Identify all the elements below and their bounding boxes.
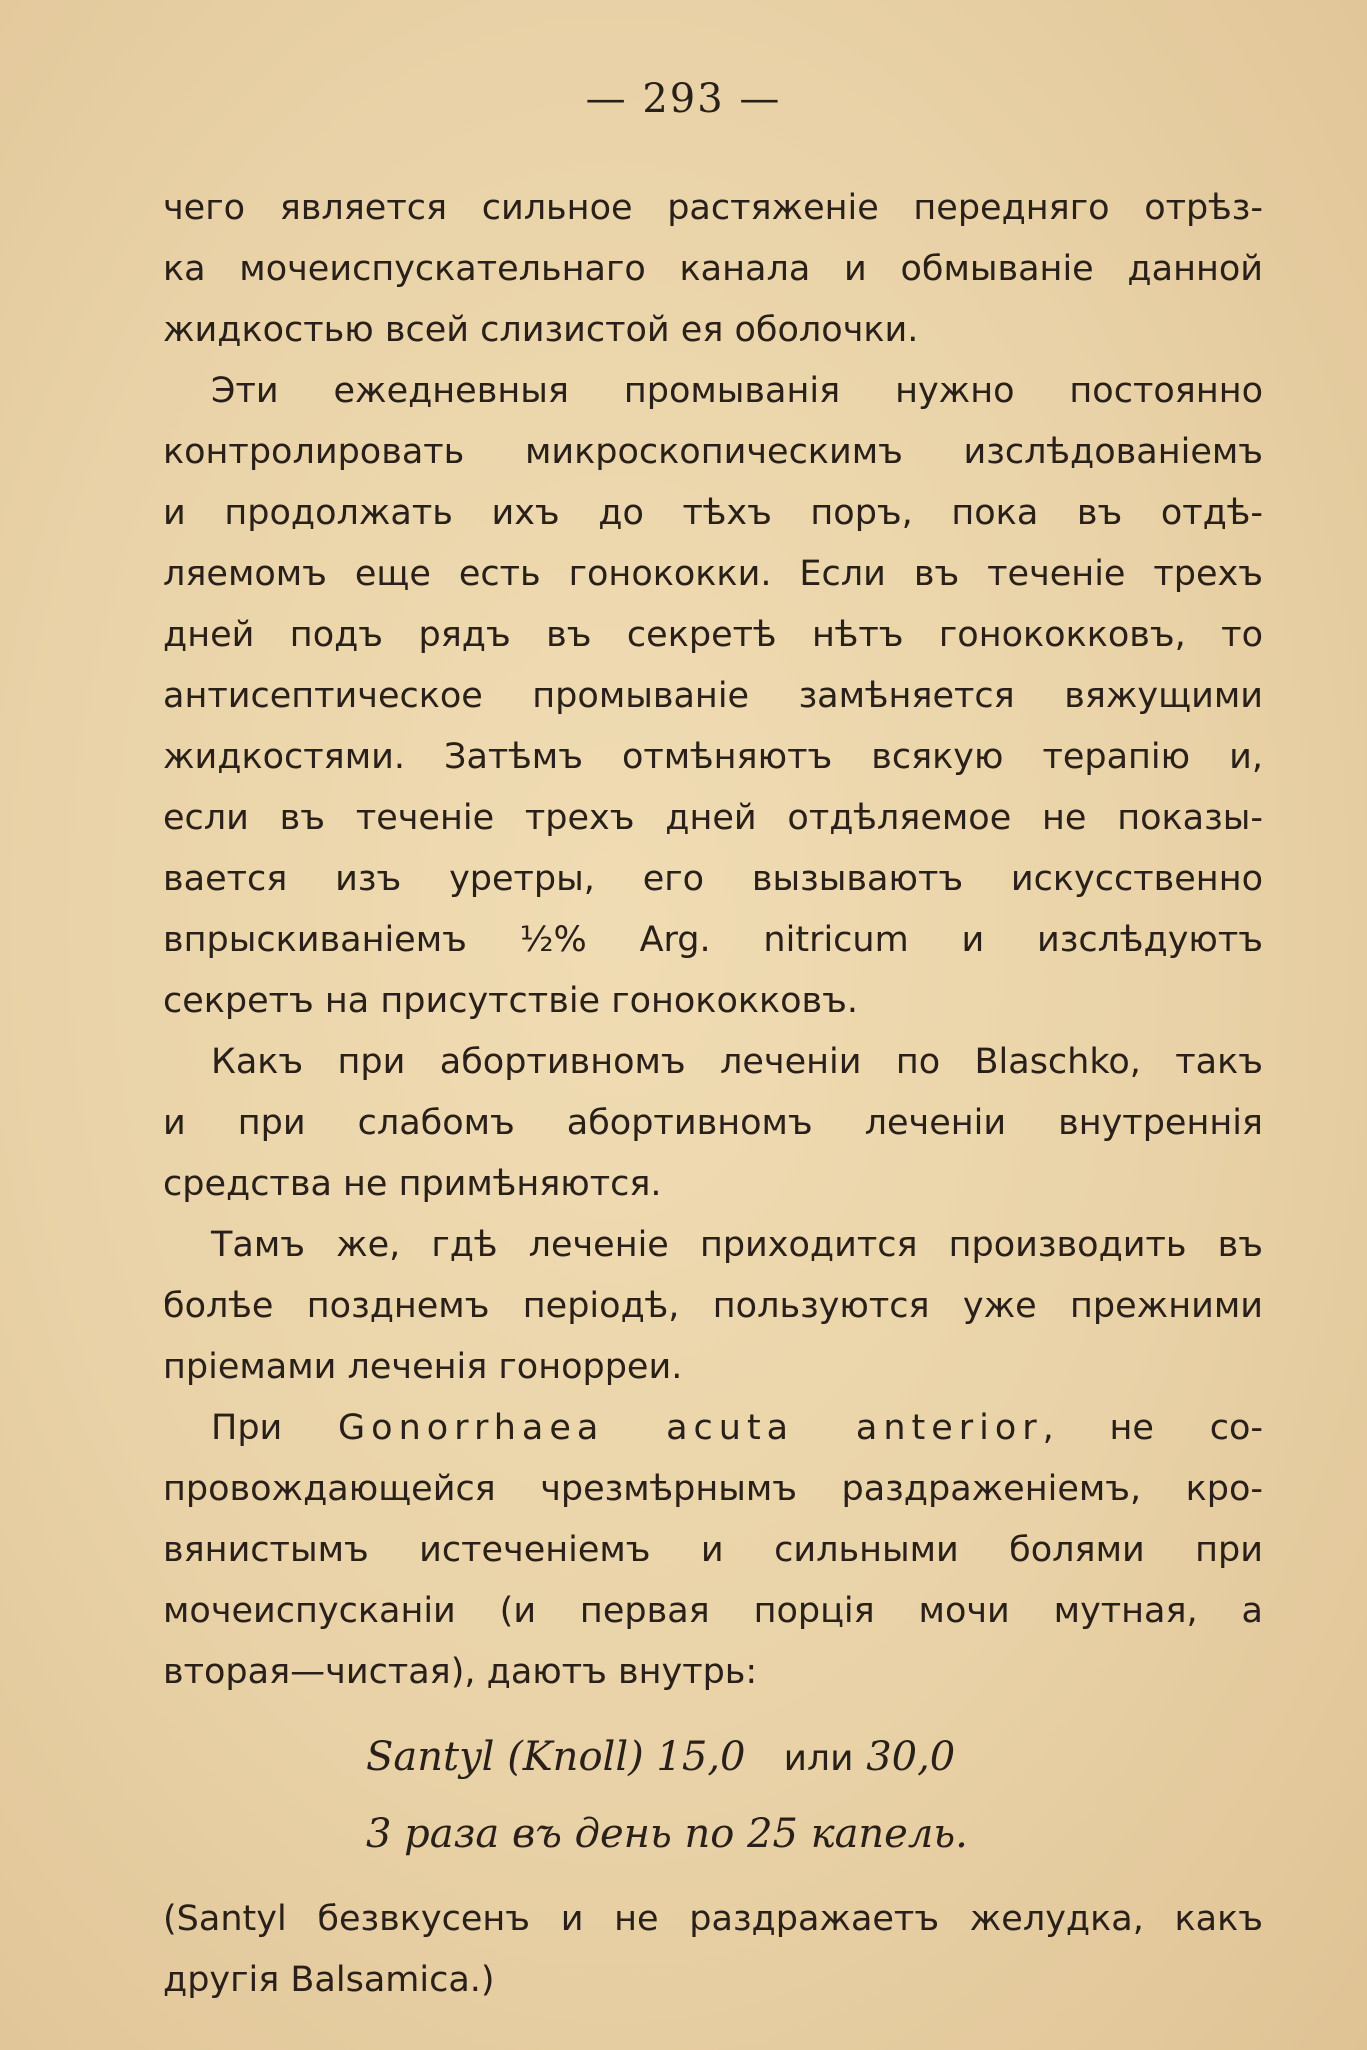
text-line: вторая—чистая), даютъ внутрь: <box>163 1652 758 1692</box>
text-line: и при слабомъ абортивномъ леченіи внутреннія <box>163 1103 1263 1143</box>
prescription-drug: Santyl (Knoll) 15,0 <box>366 1734 746 1780</box>
text-line: антисептическое промываніе замѣняется вяжущими <box>163 676 1263 716</box>
latin-term: Gonorrhaea acuta anterior <box>338 1408 1043 1448</box>
text-line: дней подъ рядъ въ секретѣ нѣтъ гонококковъ, то <box>163 615 1263 655</box>
spacer <box>163 1873 1263 1889</box>
text-line: чего является сильное растяженіе передняго отрѣз- <box>163 188 1263 228</box>
text-line: контролировать микроскопическимъ изслѣдованіемъ <box>163 432 1263 472</box>
paragraph-4 <box>163 1215 1263 1398</box>
prescription <box>163 1719 1263 1873</box>
page-number: — 293 — <box>585 76 782 122</box>
text-fragment: , не со- <box>1042 1408 1263 1448</box>
text-fragment: При <box>211 1408 283 1448</box>
text-line: если въ теченіе трехъ дней отдѣляемое не показы- <box>163 798 1263 838</box>
text-line: ляемомъ еще есть гонококки. Если въ теченіе трехъ <box>163 554 1263 594</box>
text-line: болѣе позднемъ періодѣ, пользуются уже прежними <box>163 1286 1263 1326</box>
text-line: мочеиспусканіи (и первая порція мочи мутная, а <box>163 1591 1263 1631</box>
text-line: вянистымъ истеченіемъ и сильными болями при <box>163 1530 1263 1570</box>
text-line: жидкостями. Затѣмъ отмѣняютъ всякую терапію и, <box>163 737 1263 777</box>
text-line: жидкостью всей слизистой ея оболочки. <box>163 310 919 350</box>
prescription-alt-amount: 30,0 <box>866 1734 956 1780</box>
text-line: Эти ежедневныя промыванія нужно постоянно <box>211 371 1263 411</box>
text-line: Какъ при абортивномъ леченіи по Blaschko, такъ <box>211 1042 1263 1082</box>
spacer <box>163 1703 1263 1719</box>
text-line: впрыскиваніемъ ½% Arg. nitricum и изслѣдуютъ <box>163 920 1263 960</box>
text-line <box>163 1398 1263 1459</box>
paragraph-3 <box>163 1032 1263 1215</box>
text-line: Тамъ же, гдѣ леченіе приходится производить въ <box>211 1225 1263 1265</box>
text-line: и продолжать ихъ до тѣхъ поръ, пока въ отдѣ- <box>163 493 1263 533</box>
note <box>163 1889 1263 2011</box>
text-line: вается изъ уретры, его вызываютъ искусственно <box>163 859 1263 899</box>
paragraph-1 <box>163 178 1263 361</box>
text-line: (Santyl безвкусенъ и не раздражаетъ желудка, какъ <box>163 1899 1263 1939</box>
text-line: провождающейся чрезмѣрнымъ раздраженіемъ, кро- <box>163 1469 1263 1509</box>
prescription-or: или <box>783 1738 854 1779</box>
paragraph-2 <box>163 361 1263 1032</box>
text-line: секретъ на присутствіе гонококковъ. <box>163 981 859 1021</box>
paragraph-5 <box>163 1398 1263 1703</box>
prescription-dosage: 3 раза въ день по 25 капель. <box>366 1811 968 1857</box>
text-line: ка мочеиспускательнаго канала и обмываніе данной <box>163 249 1263 289</box>
body-text <box>163 178 1263 2011</box>
text-line: средства не примѣняются. <box>163 1164 662 1204</box>
text-line: пріемами леченія гонорреи. <box>163 1347 683 1387</box>
prescription-drug-line <box>163 1719 1263 1796</box>
text-line: другія Balsamica.) <box>163 1960 495 2000</box>
